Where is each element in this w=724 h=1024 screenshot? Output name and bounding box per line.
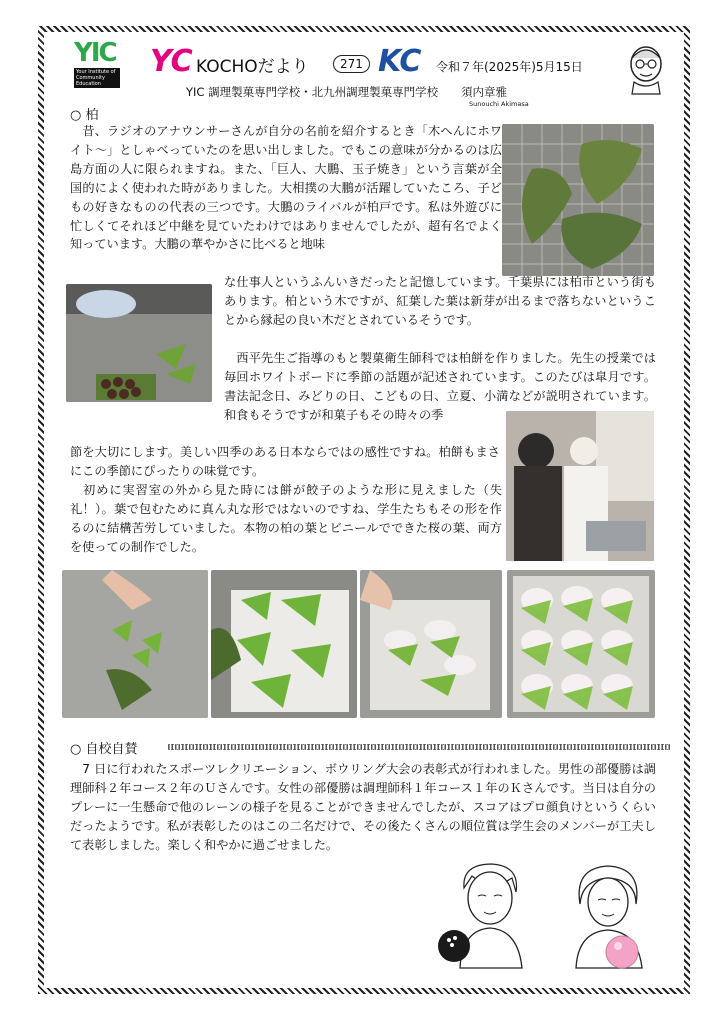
photo-oak-leaves: [502, 124, 654, 276]
section-heading-kashiwa: ○ 柏: [70, 108, 99, 123]
issue-date: 令和７年(2025年)5月15日: [436, 60, 583, 74]
photo-sweets-workbench: [66, 284, 212, 402]
section-heading-jiko-jisan: ○ 自校自賛: [70, 742, 138, 757]
photo-shaping-leaves: [62, 570, 208, 718]
heading-dotted-rule: [168, 744, 670, 750]
paragraph-4: 節を大切にします。美しい四季のある日本ならではの感性ですね。柏餅もまさにこの季節にぴったりの味覚です。: [70, 445, 500, 478]
kc-mark: KC: [378, 44, 422, 79]
photo-students-cooking: [506, 411, 654, 561]
author-name: 須内章雅: [461, 85, 507, 99]
principal-caricature-icon: [620, 38, 672, 96]
paragraph-1: 昔、ラジオのアナウンサーさんが自分の名前を紹介するとき「木へんにホワイト～」としゃべっていたのを思い出しました。でもこの意味が分かるのは広島方面の人に限られますね。また、「巨人、大鵬、玉子焼き」という言葉が全国的によく使われた時がありました。大相撲の大鵬が活躍していたころ、子どもの好きなものの代表の三つです。大鵬のライバルが柏戸です。私は外遊びに忙しくてそれほど中継を見ていたわけではありませんでしたが、超有名でよく知っています。大鵬の華やかさに比べると地味: [70, 124, 502, 252]
yic-logo: [74, 38, 120, 88]
photo-tray-kashiwa-mochi-1: [211, 570, 357, 718]
female-winner-illustration-icon: [560, 860, 660, 970]
photo-tray-kashiwa-mochi-2: [360, 570, 502, 718]
author-romaji: Sunouchi Akimasa: [469, 100, 529, 108]
yic-logo-mark: YIC: [74, 38, 116, 68]
photo-finished-kashiwa-mochi: [507, 570, 655, 718]
school-line: YIC 調理製菓専門学校・北九州調理製菓専門学校: [186, 85, 439, 99]
paragraph-3: 西平先生ご指導のもと製菓衛生師科では柏餅を作りました。先生の授業では毎回ホワイトボードに季節の話題が記述されています。このたびは皐月です。書法記念日、みどりの日、こどもの日、立夏、小満などが説明されています。和食もそうですが和菓子もその時々の季: [224, 351, 656, 422]
paragraph-bowling: 7 日に行われたスポーツレクリエーション、ボウリング大会の表彰式が行われました。男性の部優勝は調理師科２年コース２年のＵさんです。女性の部優勝は調理師科１年コース１年のＫさんです。当日は自分のプレーに一生懸命で他のレーンの様子を見ることができませんでしたが、スコアはプロ顔負けというくらいだったようです。私が表彰したのはこの二名だけで、その後たくさんの順位賞は学生会のメンバーが工夫して表彰しました。楽しく和やかに過ごせました。: [70, 762, 656, 852]
male-winner-illustration-icon: [432, 858, 542, 970]
paragraph-2: な仕事人というふんいきだったと記憶しています。千葉県には柏市という街もあります。柏という木ですが、紅葉した葉は新芽が出るまで落ちないということから縁起の良い木だとされているそうです。: [224, 275, 656, 327]
yic-logo-subtext: Your Institute of Community Education: [74, 68, 120, 88]
issue-number-badge: 271: [333, 55, 370, 73]
yc-mark: YC: [150, 44, 193, 79]
newsletter-title: KOCHOだより: [196, 57, 309, 77]
paragraph-5: 初めに実習室の外から見た時には餅が餃子のような形に見えました（失礼！）。葉で包むために真ん丸な形ではないのですね、学生たちもその形を作るのに結構苦労していました。本物の柏の葉とビニールでできた桜の葉、両方を使っての制作でした。: [70, 483, 502, 554]
